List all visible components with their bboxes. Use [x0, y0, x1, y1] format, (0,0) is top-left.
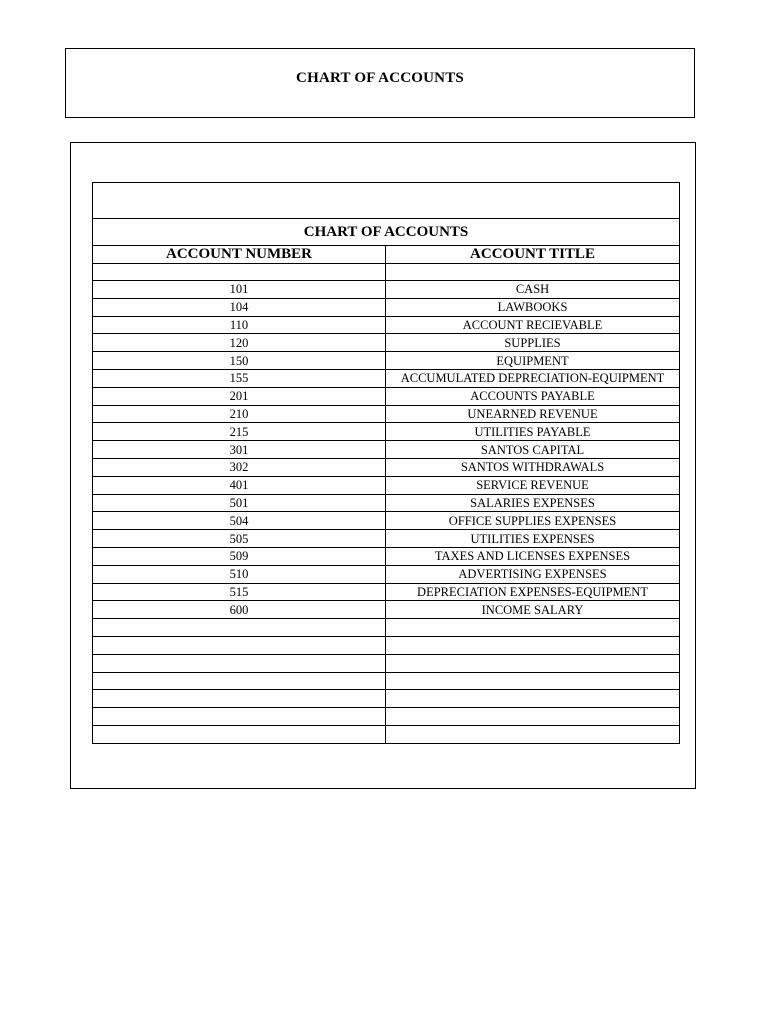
empty-table-row [93, 654, 680, 672]
table-top-blank-row [93, 183, 680, 219]
account-title: ADVERTISING EXPENSES [386, 565, 680, 583]
account-title: LAWBOOKS [386, 298, 680, 316]
account-number: 515 [93, 583, 386, 601]
table-row [93, 298, 680, 316]
account-title: UTILITIES PAYABLE [386, 423, 680, 441]
blank-cell [386, 654, 680, 672]
blank-cell [386, 619, 680, 637]
account-title: SANTOS CAPITAL [386, 441, 680, 459]
document-title-box [65, 48, 695, 118]
account-number: 504 [93, 512, 386, 530]
blank-cell [386, 636, 680, 654]
table-row [93, 494, 680, 512]
account-number: 201 [93, 387, 386, 405]
blank-cell [386, 690, 680, 708]
table-row [93, 369, 680, 387]
table-row [93, 387, 680, 405]
account-title: SALARIES EXPENSES [386, 494, 680, 512]
blank-cell [93, 690, 386, 708]
account-number: 600 [93, 601, 386, 619]
table-row [93, 316, 680, 334]
table-row [93, 458, 680, 476]
table-spacer-row [93, 264, 680, 281]
account-number: 510 [93, 565, 386, 583]
account-title: DEPRECIATION EXPENSES-EQUIPMENT [386, 583, 680, 601]
column-header-account-number: ACCOUNT NUMBER [93, 246, 386, 264]
account-title: INCOME SALARY [386, 601, 680, 619]
blank-cell [386, 672, 680, 690]
blank-cell [386, 264, 680, 281]
table-row [93, 512, 680, 530]
blank-cell [93, 619, 386, 637]
account-number: 505 [93, 530, 386, 548]
blank-cell [93, 654, 386, 672]
account-number: 155 [93, 369, 386, 387]
column-header-account-title: ACCOUNT TITLE [386, 246, 680, 264]
account-title: UNEARNED REVENUE [386, 405, 680, 423]
table-row [93, 565, 680, 583]
account-number: 302 [93, 458, 386, 476]
blank-cell [93, 183, 680, 219]
account-title: ACCUMULATED DEPRECIATION-EQUIPMENT [386, 369, 680, 387]
account-number: 401 [93, 476, 386, 494]
table-title-row [93, 219, 680, 246]
empty-table-row [93, 672, 680, 690]
blank-cell [93, 636, 386, 654]
table-row [93, 281, 680, 299]
table-frame [70, 142, 696, 789]
account-title: SUPPLIES [386, 334, 680, 352]
account-title: SANTOS WITHDRAWALS [386, 458, 680, 476]
table-row [93, 476, 680, 494]
account-title: CASH [386, 281, 680, 299]
table-row [93, 352, 680, 370]
account-title: OFFICE SUPPLIES EXPENSES [386, 512, 680, 530]
table-row [93, 334, 680, 352]
account-number: 210 [93, 405, 386, 423]
account-number: 301 [93, 441, 386, 459]
blank-cell [386, 725, 680, 743]
account-title: SERVICE REVENUE [386, 476, 680, 494]
blank-cell [93, 672, 386, 690]
empty-table-row [93, 725, 680, 743]
table-row [93, 441, 680, 459]
account-title: UTILITIES EXPENSES [386, 530, 680, 548]
account-number: 120 [93, 334, 386, 352]
account-title: ACCOUNT RECIEVABLE [386, 316, 680, 334]
chart-of-accounts-table [92, 182, 680, 744]
empty-table-row [93, 636, 680, 654]
account-title: ACCOUNTS PAYABLE [386, 387, 680, 405]
table-row [93, 583, 680, 601]
table-row [93, 405, 680, 423]
empty-table-row [93, 708, 680, 726]
account-number: 104 [93, 298, 386, 316]
account-number: 101 [93, 281, 386, 299]
blank-cell [93, 264, 386, 281]
account-number: 501 [93, 494, 386, 512]
account-number: 110 [93, 316, 386, 334]
table-header-row [93, 246, 680, 264]
blank-cell [386, 708, 680, 726]
table-row [93, 601, 680, 619]
table-title: CHART OF ACCOUNTS [93, 219, 680, 246]
account-number: 509 [93, 547, 386, 565]
table-row [93, 423, 680, 441]
blank-cell [93, 725, 386, 743]
empty-table-row [93, 619, 680, 637]
account-title: EQUIPMENT [386, 352, 680, 370]
table-row [93, 530, 680, 548]
account-number: 150 [93, 352, 386, 370]
table-row [93, 547, 680, 565]
blank-cell [93, 708, 386, 726]
account-number: 215 [93, 423, 386, 441]
document-title: CHART OF ACCOUNTS [296, 69, 464, 86]
empty-table-row [93, 690, 680, 708]
account-title: TAXES AND LICENSES EXPENSES [386, 547, 680, 565]
